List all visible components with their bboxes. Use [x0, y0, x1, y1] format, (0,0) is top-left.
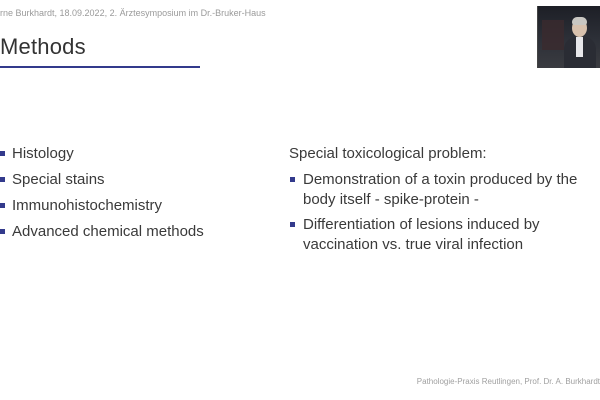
square-bullet-icon — [0, 177, 5, 182]
list-item-text: Demonstration of a toxin produced by the body itself - spike-protein - — [303, 171, 578, 208]
list-item — [0, 144, 270, 170]
methods-list — [0, 144, 270, 248]
list-item-text: Immunohistochemistry — [12, 197, 163, 214]
list-item — [0, 170, 270, 196]
toxicological-problem-heading: Special toxicological problem: — [289, 145, 487, 162]
list-item — [0, 196, 270, 222]
square-bullet-icon — [290, 222, 295, 227]
list-item-text: Differentiation of lesions induced by vaccination vs. true viral infection — [303, 216, 540, 253]
toxicological-problem-list — [289, 170, 594, 260]
title-underline — [0, 66, 200, 68]
speaker-hair — [572, 17, 587, 25]
square-bullet-icon — [290, 177, 295, 182]
list-item-text: Histology — [12, 145, 74, 162]
speaker-shirt — [576, 37, 583, 57]
list-item-text: Special stains — [12, 171, 105, 188]
list-item — [289, 215, 594, 255]
list-item-text: Advanced chemical methods — [12, 223, 204, 240]
webcam-background-panel — [542, 20, 564, 50]
square-bullet-icon — [0, 203, 5, 208]
footer-note: Pathologie-Praxis Reutlingen, Prof. Dr. A. Burkhardt — [416, 377, 600, 386]
square-bullet-icon — [0, 229, 5, 234]
list-item — [0, 222, 270, 248]
square-bullet-icon — [0, 151, 5, 156]
header-note: rne Burkhardt, 18.09.2022, 2. Ärztesymposium im Dr.-Bruker-Haus — [0, 8, 266, 18]
list-item — [289, 170, 594, 210]
slide-title: Methods — [0, 34, 86, 59]
speaker-webcam-video — [537, 6, 600, 68]
